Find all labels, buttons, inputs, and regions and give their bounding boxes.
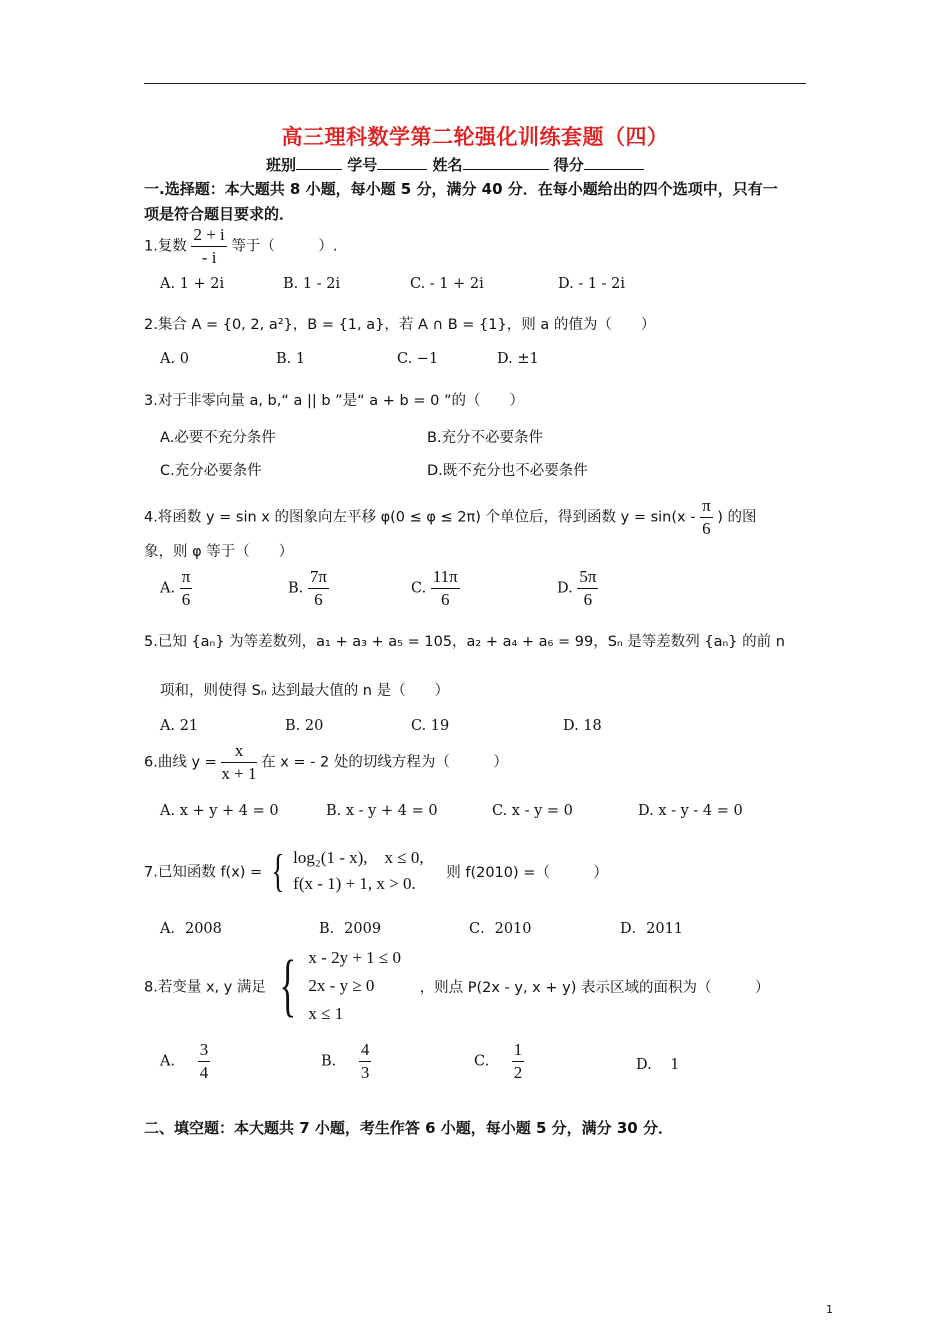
q7-suffix: 则 f(2010) =（ ） <box>446 864 608 881</box>
section1-line1: 一.选择题：本大题共 8 小题，每小题 5 分，满分 40 分．在每小题给出的四个选项中，只有一 <box>144 180 778 198</box>
q8-c-num: 1 <box>513 1040 523 1059</box>
q7-option-d[interactable]: D．2011 <box>620 921 684 937</box>
q8-option-b[interactable] <box>321 1041 371 1082</box>
q1-option-a[interactable]: A. 1 + 2i <box>160 276 225 292</box>
q1-option-d[interactable]: D. - 1 - 2i <box>558 276 626 292</box>
q6-suffix: 在 x = - 2 处的切线方程为（ ） <box>261 754 508 771</box>
question-1 <box>144 226 337 267</box>
q4-line1-text: 4.将函数 y = sin x 的图象向左平移 φ(0 ≤ φ ≤ 2π) 个单位后，得到函数 y = sin(x - <box>144 509 696 526</box>
q8-constraints: { x - 2y + 1 ≤ 0 2x - y ≥ 0 x ≤ 1 <box>271 944 401 1028</box>
q5-option-d[interactable]: D. 18 <box>563 718 602 734</box>
q8-prefix: 8.若变量 x, y 满足 <box>144 979 266 996</box>
q4-d-den: 6 <box>583 589 593 609</box>
q4-b-num: 7π <box>308 568 329 589</box>
q7-option-b[interactable]: B．2009 <box>319 921 382 937</box>
score-label: 得分 <box>553 156 584 174</box>
top-rule <box>144 83 806 84</box>
q6-option-d[interactable]: D. x - y - 4 = 0 <box>638 803 743 819</box>
question-7 <box>144 845 608 897</box>
number-blank[interactable] <box>377 155 427 170</box>
q4-option-b[interactable] <box>288 568 329 609</box>
q5-option-a[interactable]: A. 21 <box>160 718 199 734</box>
class-blank[interactable] <box>296 155 342 170</box>
q8-option-c[interactable] <box>474 1041 524 1082</box>
q1-suffix: 等于（ ）. <box>231 238 338 255</box>
q8-option-d-label: D. <box>636 1057 652 1073</box>
q1-numerator: 2 + i <box>191 226 226 247</box>
q7-piecewise: { log₂(1 - x), x ≤ 0, f(x - 1) + 1, x > 0. <box>271 845 424 896</box>
q4-b-den: 6 <box>314 589 323 609</box>
class-label: 班别 <box>266 156 297 174</box>
q8-a-den: 4 <box>199 1062 209 1082</box>
question-4-line2: 象，则 φ 等于（ ） <box>144 544 294 560</box>
q4-d-num: 5π <box>577 568 598 589</box>
number-label: 学号 <box>347 156 378 174</box>
q2-option-c[interactable]: C. −1 <box>397 351 439 367</box>
q8-case1: x - 2y + 1 ≤ 0 <box>308 948 401 967</box>
question-4-line1 <box>144 497 757 538</box>
q3-option-a[interactable]: A.必要不充分条件 <box>160 430 276 446</box>
q6-option-b[interactable]: B. x - y + 4 = 0 <box>326 803 438 819</box>
q1-option-b[interactable]: B. 1 - 2i <box>283 276 341 292</box>
q8-case2: 2x - y ≥ 0 <box>308 976 375 995</box>
q1-denominator: - i <box>201 247 217 267</box>
q3-option-d[interactable]: D.既不充分也不必要条件 <box>427 463 588 479</box>
q2-option-d[interactable]: D. ±1 <box>497 351 539 367</box>
q4-c-num: 11π <box>431 568 460 589</box>
q4-frac-den: 6 <box>702 518 711 538</box>
q6-option-a[interactable]: A. x + y + 4 = 0 <box>160 803 279 819</box>
q7-option-a[interactable]: A．2008 <box>160 921 222 937</box>
q8-option-b-label: B. <box>321 1053 337 1070</box>
q4-option-b-label: B. <box>288 580 304 597</box>
score-blank[interactable] <box>584 155 644 170</box>
name-blank[interactable] <box>463 155 549 170</box>
q6-option-c[interactable]: C. x - y = 0 <box>492 803 573 819</box>
question-8 <box>144 944 769 1028</box>
q4-fraction <box>700 497 713 538</box>
q8-b-den: 3 <box>360 1062 370 1082</box>
q8-case3: x ≤ 1 <box>308 1004 344 1023</box>
q4-option-c[interactable] <box>411 568 460 609</box>
q7-case2: f(x - 1) + 1, x > 0. <box>293 874 416 893</box>
q3-option-c[interactable]: C.充分必要条件 <box>160 463 262 479</box>
q8-option-d[interactable] <box>636 1054 679 1074</box>
q4-option-d[interactable] <box>557 568 598 609</box>
q5-option-b[interactable]: B. 20 <box>285 718 324 734</box>
q4-option-d-label: D. <box>557 580 573 597</box>
q6-numerator: x <box>221 742 256 763</box>
q8-c-den: 2 <box>513 1062 523 1082</box>
q6-fraction <box>221 742 256 783</box>
name-label: 姓名 <box>432 156 463 174</box>
q6-denominator: x + 1 <box>221 763 257 783</box>
q8-option-a[interactable] <box>160 1041 210 1082</box>
q4-a-den: 6 <box>181 589 191 609</box>
q4-line1-end: ) 的图 <box>717 509 757 526</box>
q1-fraction <box>191 226 226 267</box>
q7-prefix: 7.已知函数 f(x) = <box>144 864 263 881</box>
q4-a-num: π <box>180 568 193 589</box>
q8-d-value: 1 <box>670 1054 679 1073</box>
q8-b-num: 4 <box>360 1040 370 1059</box>
q1-prefix: 1.复数 <box>144 238 187 255</box>
q4-option-a-label: A. <box>160 580 176 597</box>
page-title: 高三理科数学第二轮强化训练套题（四） <box>281 125 669 149</box>
q2-option-a[interactable]: A. 0 <box>160 351 189 367</box>
q2-option-b[interactable]: B. 1 <box>276 351 306 367</box>
q3-option-b[interactable]: B.充分不必要条件 <box>427 430 544 446</box>
question-2: 2.集合 A = {0, 2, a²}，B = {1, a}，若 A ∩ B = {1}，则 a 的值为（ ） <box>144 317 656 333</box>
q7-case1: log₂(1 - x), x ≤ 0, <box>293 848 424 867</box>
q4-c-den: 6 <box>441 589 450 609</box>
q4-option-a[interactable] <box>160 568 192 609</box>
q8-option-a-label: A. <box>160 1053 176 1070</box>
q8-option-c-label: C. <box>474 1053 490 1070</box>
question-6 <box>144 742 508 783</box>
q4-option-c-label: C. <box>411 580 427 597</box>
q4-frac-num: π <box>700 497 713 518</box>
page-number: 1 <box>826 1303 833 1316</box>
q7-option-c[interactable]: C．2010 <box>469 921 532 937</box>
q8-a-num: 3 <box>199 1040 209 1059</box>
question-5-line2: 项和，则使得 Sₙ 达到最大值的 n 是（ ） <box>160 683 450 699</box>
question-5-line1: 5.已知 {aₙ} 为等差数列，a₁ + a₃ + a₅ = 105，a₂ + a₄ + a₆ = 99，Sₙ 是等差数列 {aₙ} 的前 n <box>144 634 785 650</box>
q5-option-c[interactable]: C. 19 <box>411 718 450 734</box>
q1-option-c[interactable]: C. - 1 + 2i <box>410 276 484 292</box>
q6-prefix: 6.曲线 y = <box>144 754 217 771</box>
student-info-fields <box>266 154 644 175</box>
question-3: 3.对于非零向量 a, b,“ a || b ”是“ a + b = 0 ”的（ ） <box>144 393 524 409</box>
q8-suffix: ，则点 P(2x - y, x + y) 表示区域的面积为（ ） <box>419 979 770 996</box>
section2-header: 二、填空题：本大题共 7 小题，考生作答 6 小题，每小题 5 分，满分 30 分． <box>144 1119 673 1137</box>
section1-line2: 项是符合题目要求的． <box>144 205 295 223</box>
